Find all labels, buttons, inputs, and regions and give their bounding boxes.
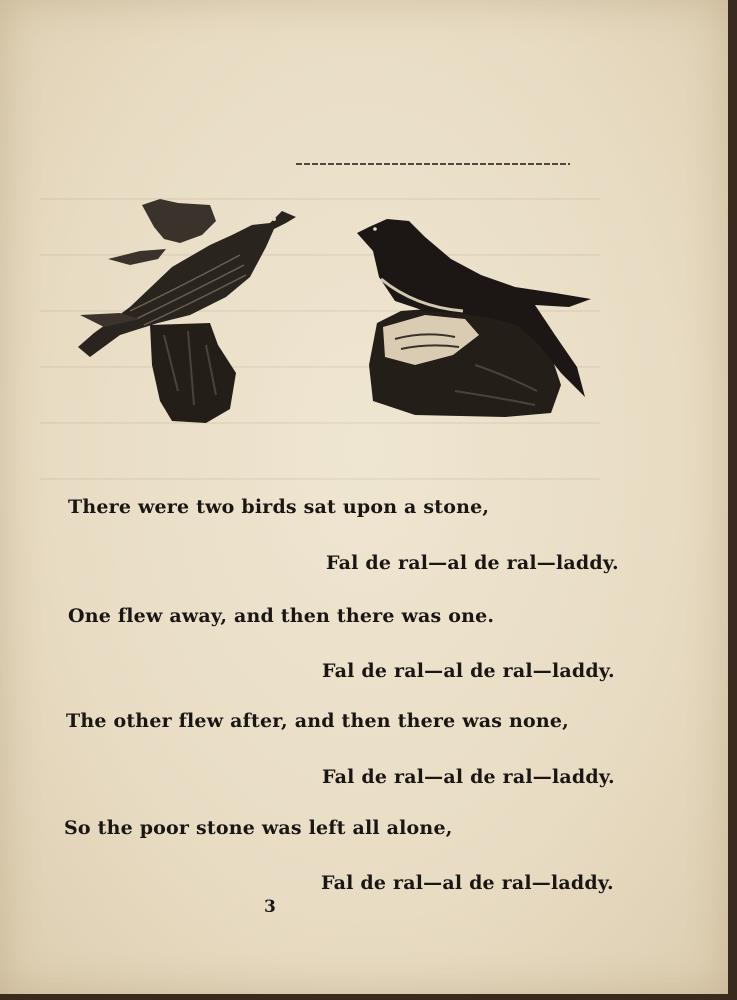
refrain-line-4: Fal de ral—al de ral—laddy. xyxy=(321,872,614,894)
verse-line-4: So the poor stone was left all alone, xyxy=(64,817,453,839)
refrain-line-2: Fal de ral—al de ral—laddy. xyxy=(322,660,615,682)
verse-line-2: One flew away, and then there was one. xyxy=(68,605,495,627)
page-number: 3 xyxy=(264,897,276,917)
verse-line-1: There were two birds sat upon a stone, xyxy=(68,496,490,518)
refrain-line-3: Fal de ral—al de ral—laddy. xyxy=(322,766,615,788)
verse-line-3: The other flew after, and then there was none, xyxy=(66,710,569,732)
refrain-line-1: Fal de ral—al de ral—laddy. xyxy=(326,552,619,574)
